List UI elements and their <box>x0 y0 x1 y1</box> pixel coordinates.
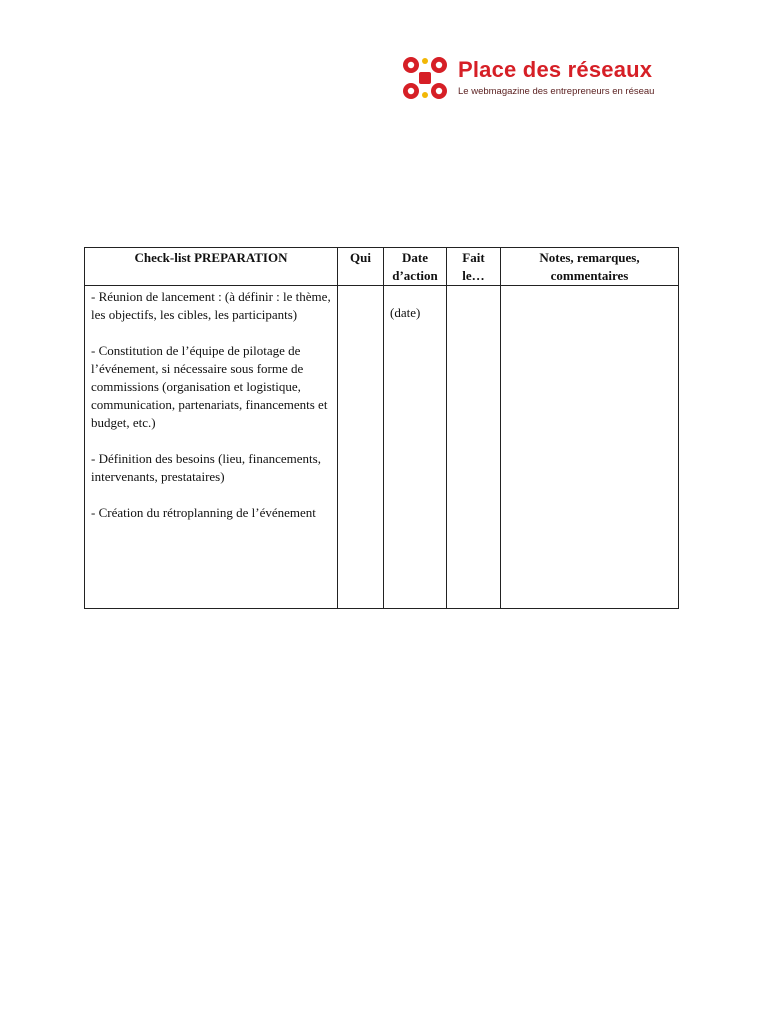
done-cell <box>447 286 501 609</box>
header-task-label: Check-list PREPARATION <box>134 250 288 265</box>
header-who-label: Qui <box>350 250 371 265</box>
brand-logo <box>400 55 690 103</box>
header-action-date <box>384 248 447 286</box>
who-cell <box>338 286 384 609</box>
task-item-retroplanning: - Création du rétroplanning de l’événement <box>91 505 316 520</box>
header-who <box>338 248 384 286</box>
table-header-row <box>85 248 679 286</box>
header-done-line2: le… <box>462 268 485 283</box>
table-row <box>85 286 679 609</box>
date-cell <box>384 286 447 609</box>
preparation-checklist-table <box>84 247 679 609</box>
header-date-line2: d’action <box>392 268 438 283</box>
header-done-line1: Fait <box>462 250 485 265</box>
cloverleaf-logo-icon <box>400 55 450 101</box>
notes-cell <box>501 286 679 609</box>
header-date-line1: Date <box>402 250 428 265</box>
logo-tagline: Le webmagazine des entrepreneurs en réseau <box>458 86 655 97</box>
header-done-on <box>447 248 501 286</box>
task-item-kickoff-meeting: - Réunion de lancement : (à définir : le thème, les objectifs, les cibles, les participants) <box>91 289 331 322</box>
date-placeholder: (date) <box>390 305 421 320</box>
task-item-steering-team: - Constitution de l’équipe de pilotage de l’événement, si nécessaire sous forme de commissions (organisation et logistique, communication, partenariats, financements et budget, etc.) <box>91 343 328 430</box>
task-list-cell <box>85 286 338 609</box>
task-item-needs-definition: - Définition des besoins (lieu, financements, intervenants, prestataires) <box>91 451 321 484</box>
header-notes <box>501 248 679 286</box>
header-checklist-preparation <box>85 248 338 286</box>
logo-title: Place des réseaux <box>458 57 653 82</box>
header-notes-line2: commentaires <box>550 268 629 283</box>
header-notes-line1: Notes, remarques, <box>539 250 640 265</box>
